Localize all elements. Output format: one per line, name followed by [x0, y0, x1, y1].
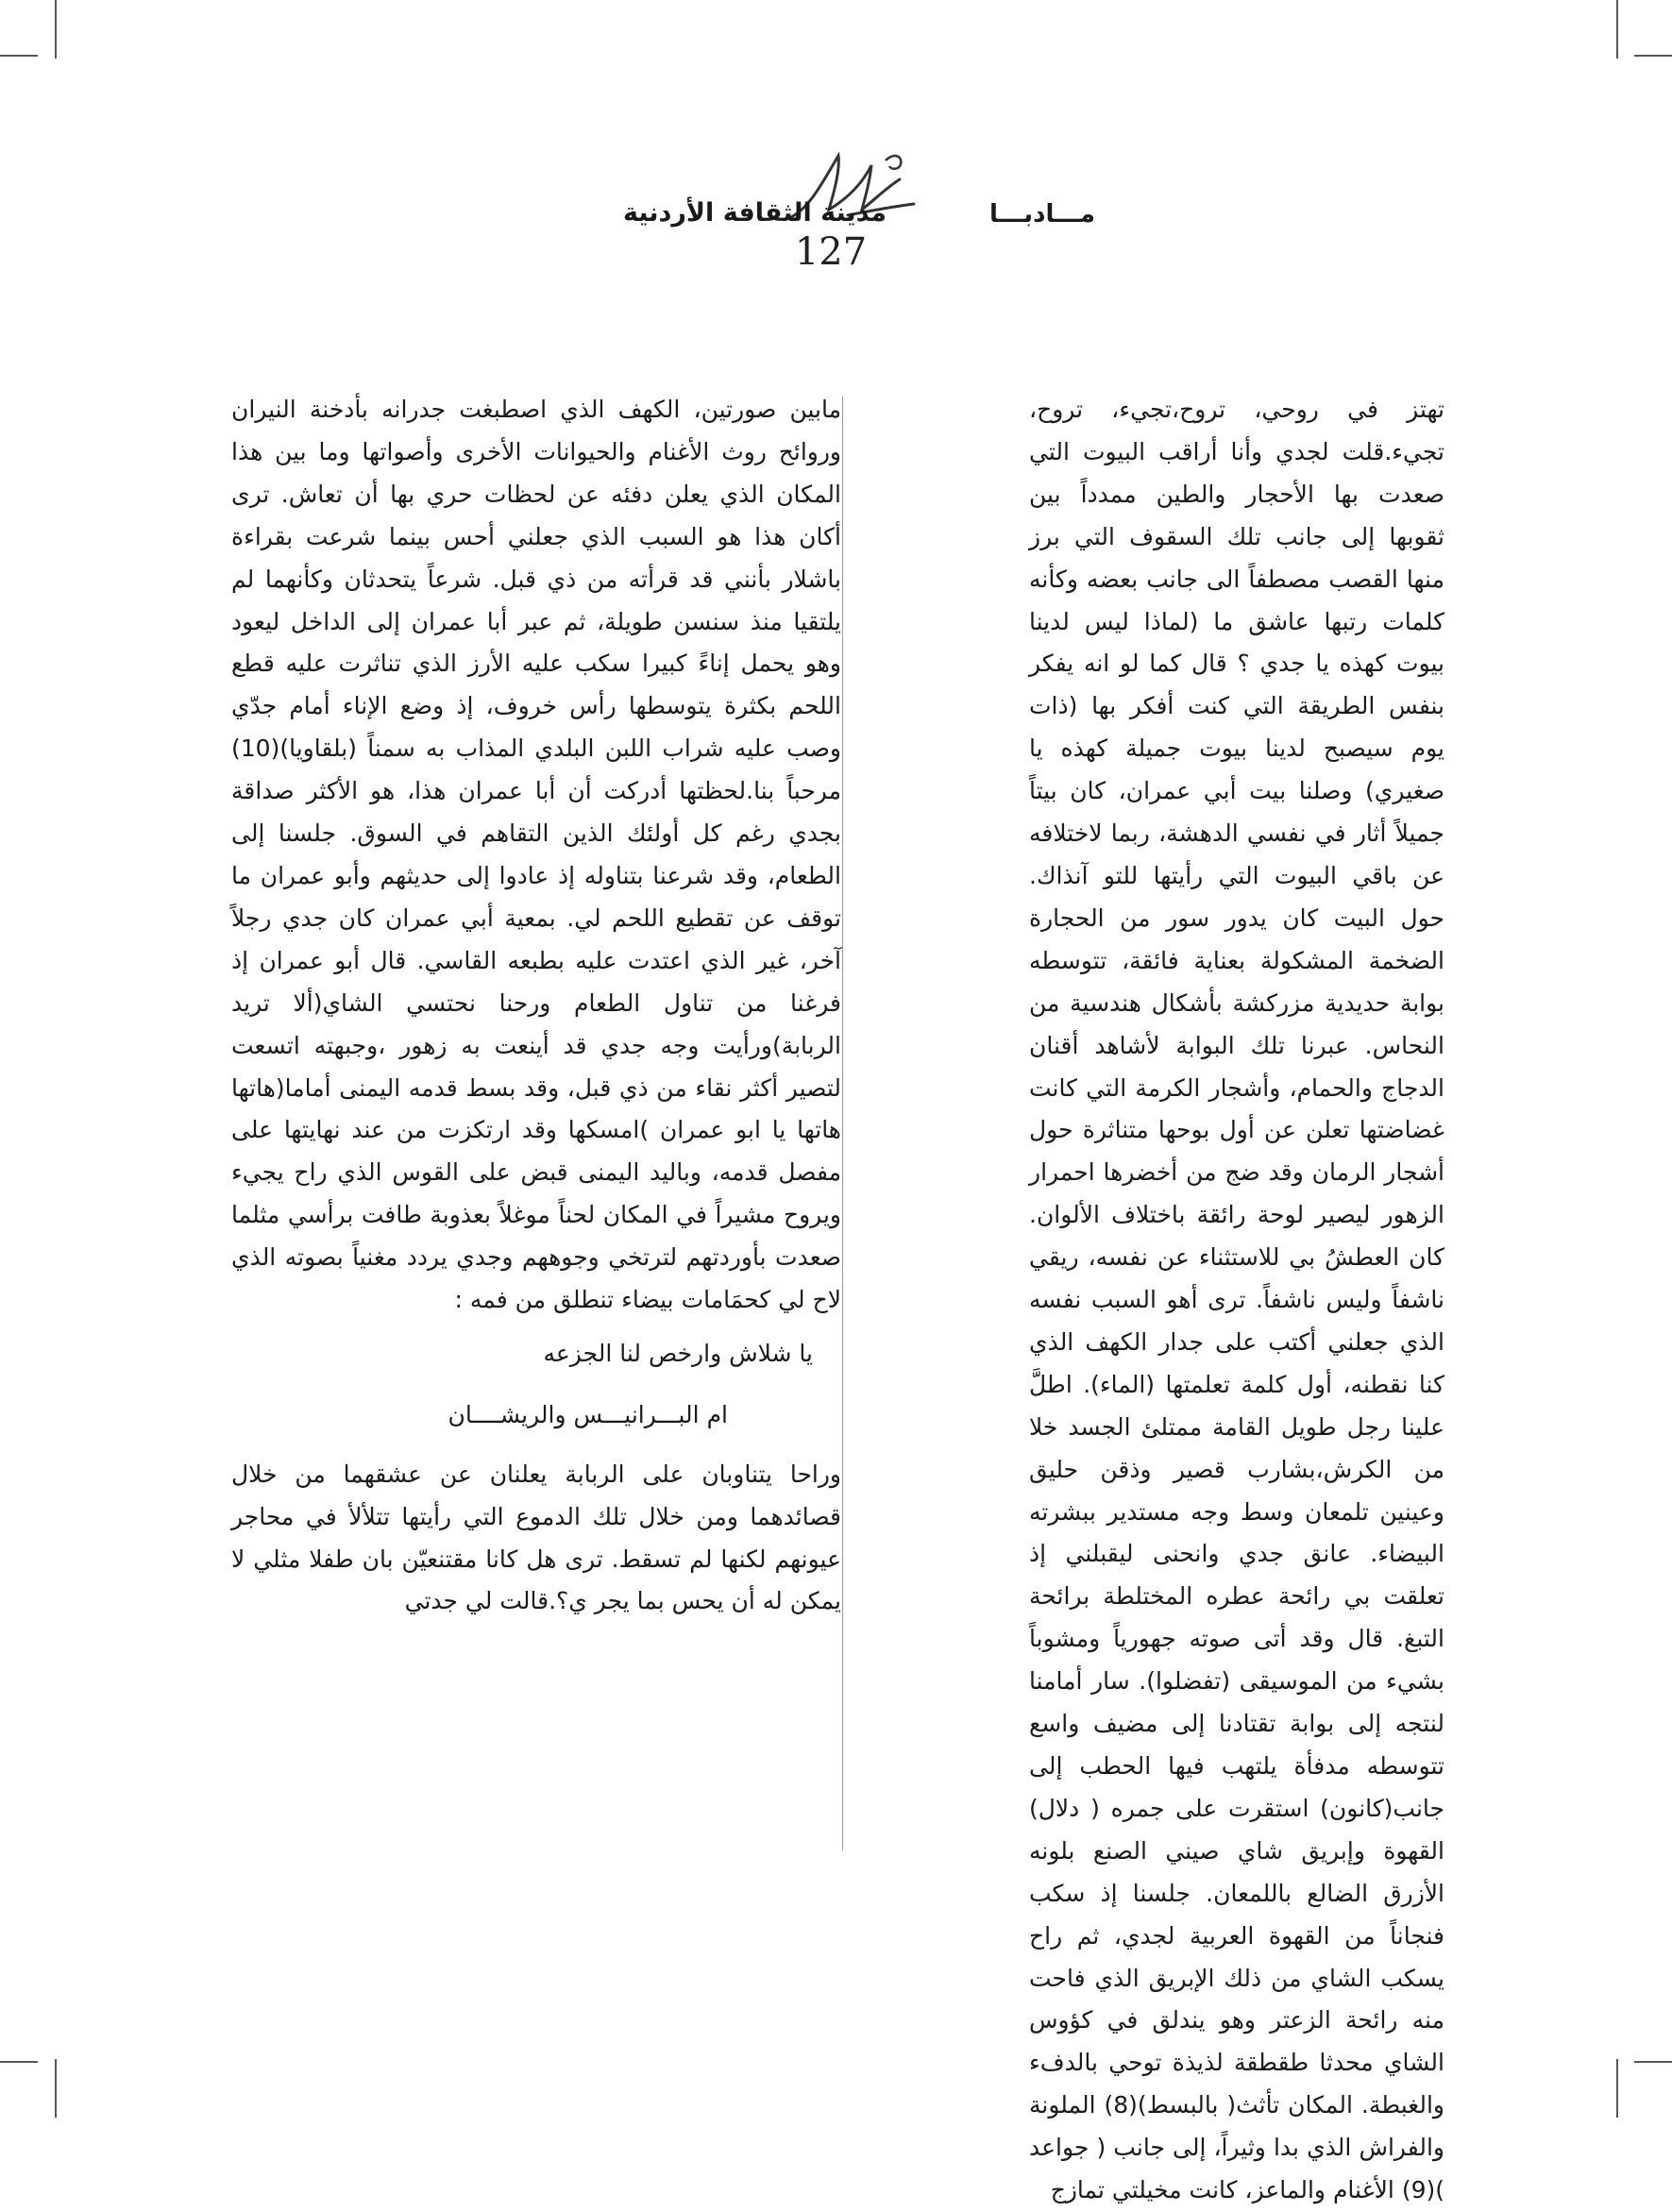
verse-line-1: يا شلاش وارخص لنا الجزعه [543, 1339, 813, 1367]
page-header [566, 151, 1095, 302]
crop-mark-bottom-left [55, 2059, 57, 2118]
crop-mark-bottom-left-h [0, 2061, 38, 2063]
crop-mark-bottom-right-h [1634, 2061, 1672, 2063]
article-column-left [231, 389, 841, 1623]
paragraph-right: تهتز في روحي، تروح،تجيء، تروح، تجيء.قلت لجدي وأنا أراقب البيوت التي صعدت بها الأحجار والطين ممدداً بين ثقوبها إلى جانب تلك السقوف التي برز منها القصب مصطفاً الى جانب بعضه وكأنه كلمات رتبها عاشق ما (لماذا ليس لدينا بيوت كهذه يا جدي ؟ قال كما لو انه يفكر بنفس الطريقة التي كنت أفكر بها (ذات يوم سيصبح لدينا بيوت جميلة كهذه يا صغيري) وصلنا بيت أبي عمران، كان بيتاً جميلاً أثار في نفسي الدهشة، ربما لاختلافه عن باقي البيوت التي رأيتها للتو آنذاك. حول البيت كان يدور سور من الحجارة الضخمة المشكولة بعناية فائقة، تتوسطه بوابة حديدية مزركشة بأشكال هندسية من النحاس. عبرنا تلك البوابة لأشاهد أقنان الدجاج والحمام، وأشجار الكرمة التي كانت غضاضتها تعلن عن أول بوحها متناثرة حول أشجار الرمان وقد ضج من أخضرها احمرار الزهور ليصير لوحة رائقة باختلاف الألوان. كان العطشُ بي للاستثناء عن نفسه، ريقي ناشفاً وليس ناشفاً. ترى أهو السبب نفسه الذي جعلني أكتب على جدار الكهف الذي كنا نقطنه، أول كلمة تعلمتها (الماء). اطلَّ علينا رجل طويل القامة ممتلئ الجسد خلا من الكرش،بشارب قصير وذقن حليق وعينين تلمعان وسط وجه مستدير ببشرته البيضاء. عانق جدي وانحنى ليقبلني إذ تعلقت بي رائحة عطره المختلطة برائحة التبغ. قال وقد أتى صوته جهورياً ومشوباً بشيء من الموسيقى (تفضلوا). سار أمامنا لنتجه إلى بوابة تقتادنا إلى مضيف واسع تتوسطه مدفأة يلتهب فيها الحطب إلى جانب(كانون) استقرت على جمره ( دلال) القهوة وإبريق شاي صيني الصنع بلونه الأزرق الضالع باللمعان. جلسنا إذ سكب فنجاناً من القهوة العربية لجدي، ثم راح يسكب الشاي من ذلك الإبريق الذي فاحت منه رائحة الزعتر وهو يندلق في كؤوس الشاي محدثا طقطقة لذيذة توحي بالدفء والغبطة. المكان تأثث( بالبسط)(8) الملونة والفراش الذي بدا وثيراً، إلى جانب ( جواعد )(9) الأغنام والماعز، كانت مخيلتي تمازج [1029, 396, 1444, 2204]
paragraph-left: مابين صورتين، الكهف الذي اصطبغت جدرانه بأدخنة النيران وروائح روث الأغنام والحيوانات الأخرى وأصواتها وما بين هذا المكان الذي يعلن دفئه عن لحظات حري بها أن تعاش. ترى أكان هذا هو السبب الذي جعلني أحس بينما شرعت بقراءة باشلار بأنني قد قرأته من ذي قبل. شرعاً يتحدثان وكأنهما لم يلتقيا منذ سنسن طويلة، ثم عبر أبا عمران إلى الداخل ليعود وهو يحمل إناءً كبيرا سكب عليه الأرز الذي تناثرت عليه قطع اللحم بكثرة يتوسطها رأس خروف، إذ وضع الإناء أمام جدّي وصب عليه شراب اللبن البلدي المذاب به سمناً (بلقاويا)(10) مرحباً بنا.لحظتها أدركت أن أبا عمران هذا، هو الأكثر صداقة بجدي رغم كل أولئك الذين التقاهم في السوق. جلسنا إلى الطعام، وقد شرعنا بتناوله إذ عادوا إلى حديثهم وأبو عمران ما توقف عن تقطيع اللحم لي. بمعية أبي عمران كان جدي رجلاً آخر، غير الذي اعتدت عليه بطبعه القاسي. قال أبو عمران إذ فرغنا من تناول الطعام ورحنا نحتسي الشاي(ألا تريد الربابة)ورأيت وجه جدي قد أينعت به زهور ،وجبهته اتسعت لتصير أكثر نقاء من ذي قبل، وقد بسط قدمه اليمنى أماما(هاتها هاتها يا ابو عمران )امسكها وقد ارتكزت من عند نهايتها على مفصل قدمه، وباليد اليمنى قبض على القوس الذي راح يجيء ويروح مشيراً في المكان لحناً موغلاً بعذوبة طافت برأسي مثلما صعدت بأوردتهم لترتخي وجوههم وجدي يردد مغنياً بصوته الذي لاح لي كحمَامات بيضاء تنطلق من فمه : [231, 396, 841, 1314]
crop-mark-top-left-h [0, 55, 38, 57]
article-column-right [1029, 389, 1444, 2212]
crop-mark-top-right-h [1634, 55, 1672, 57]
magazine-title: مـــادبـــا [988, 200, 1095, 228]
paragraph-left-continued: وراحا يتناوبان على الربابة يعلنان عن عشقهما من خلال قصائدهما ومن خلال تلك الدموع التي رأيتها تتلألأ في محاجر عيونهم لكنها لم تسقط. ترى هل كانا مقتنعيّن بان طفلا مثلي لا يمكن له أن يحس بما يجر ي؟.قالت لي جدتي [231, 1460, 841, 1615]
crop-mark-top-left [55, 0, 57, 59]
crop-mark-top-right [1616, 0, 1618, 59]
page-number: 127 [794, 230, 868, 274]
crop-mark-bottom-right [1616, 2059, 1618, 2118]
city-title: مدينة الثقافة الأردنية [623, 198, 887, 228]
column-divider [842, 397, 843, 1850]
verse-line-2: ام البـــرانيـــس والريشــــان [448, 1400, 728, 1428]
